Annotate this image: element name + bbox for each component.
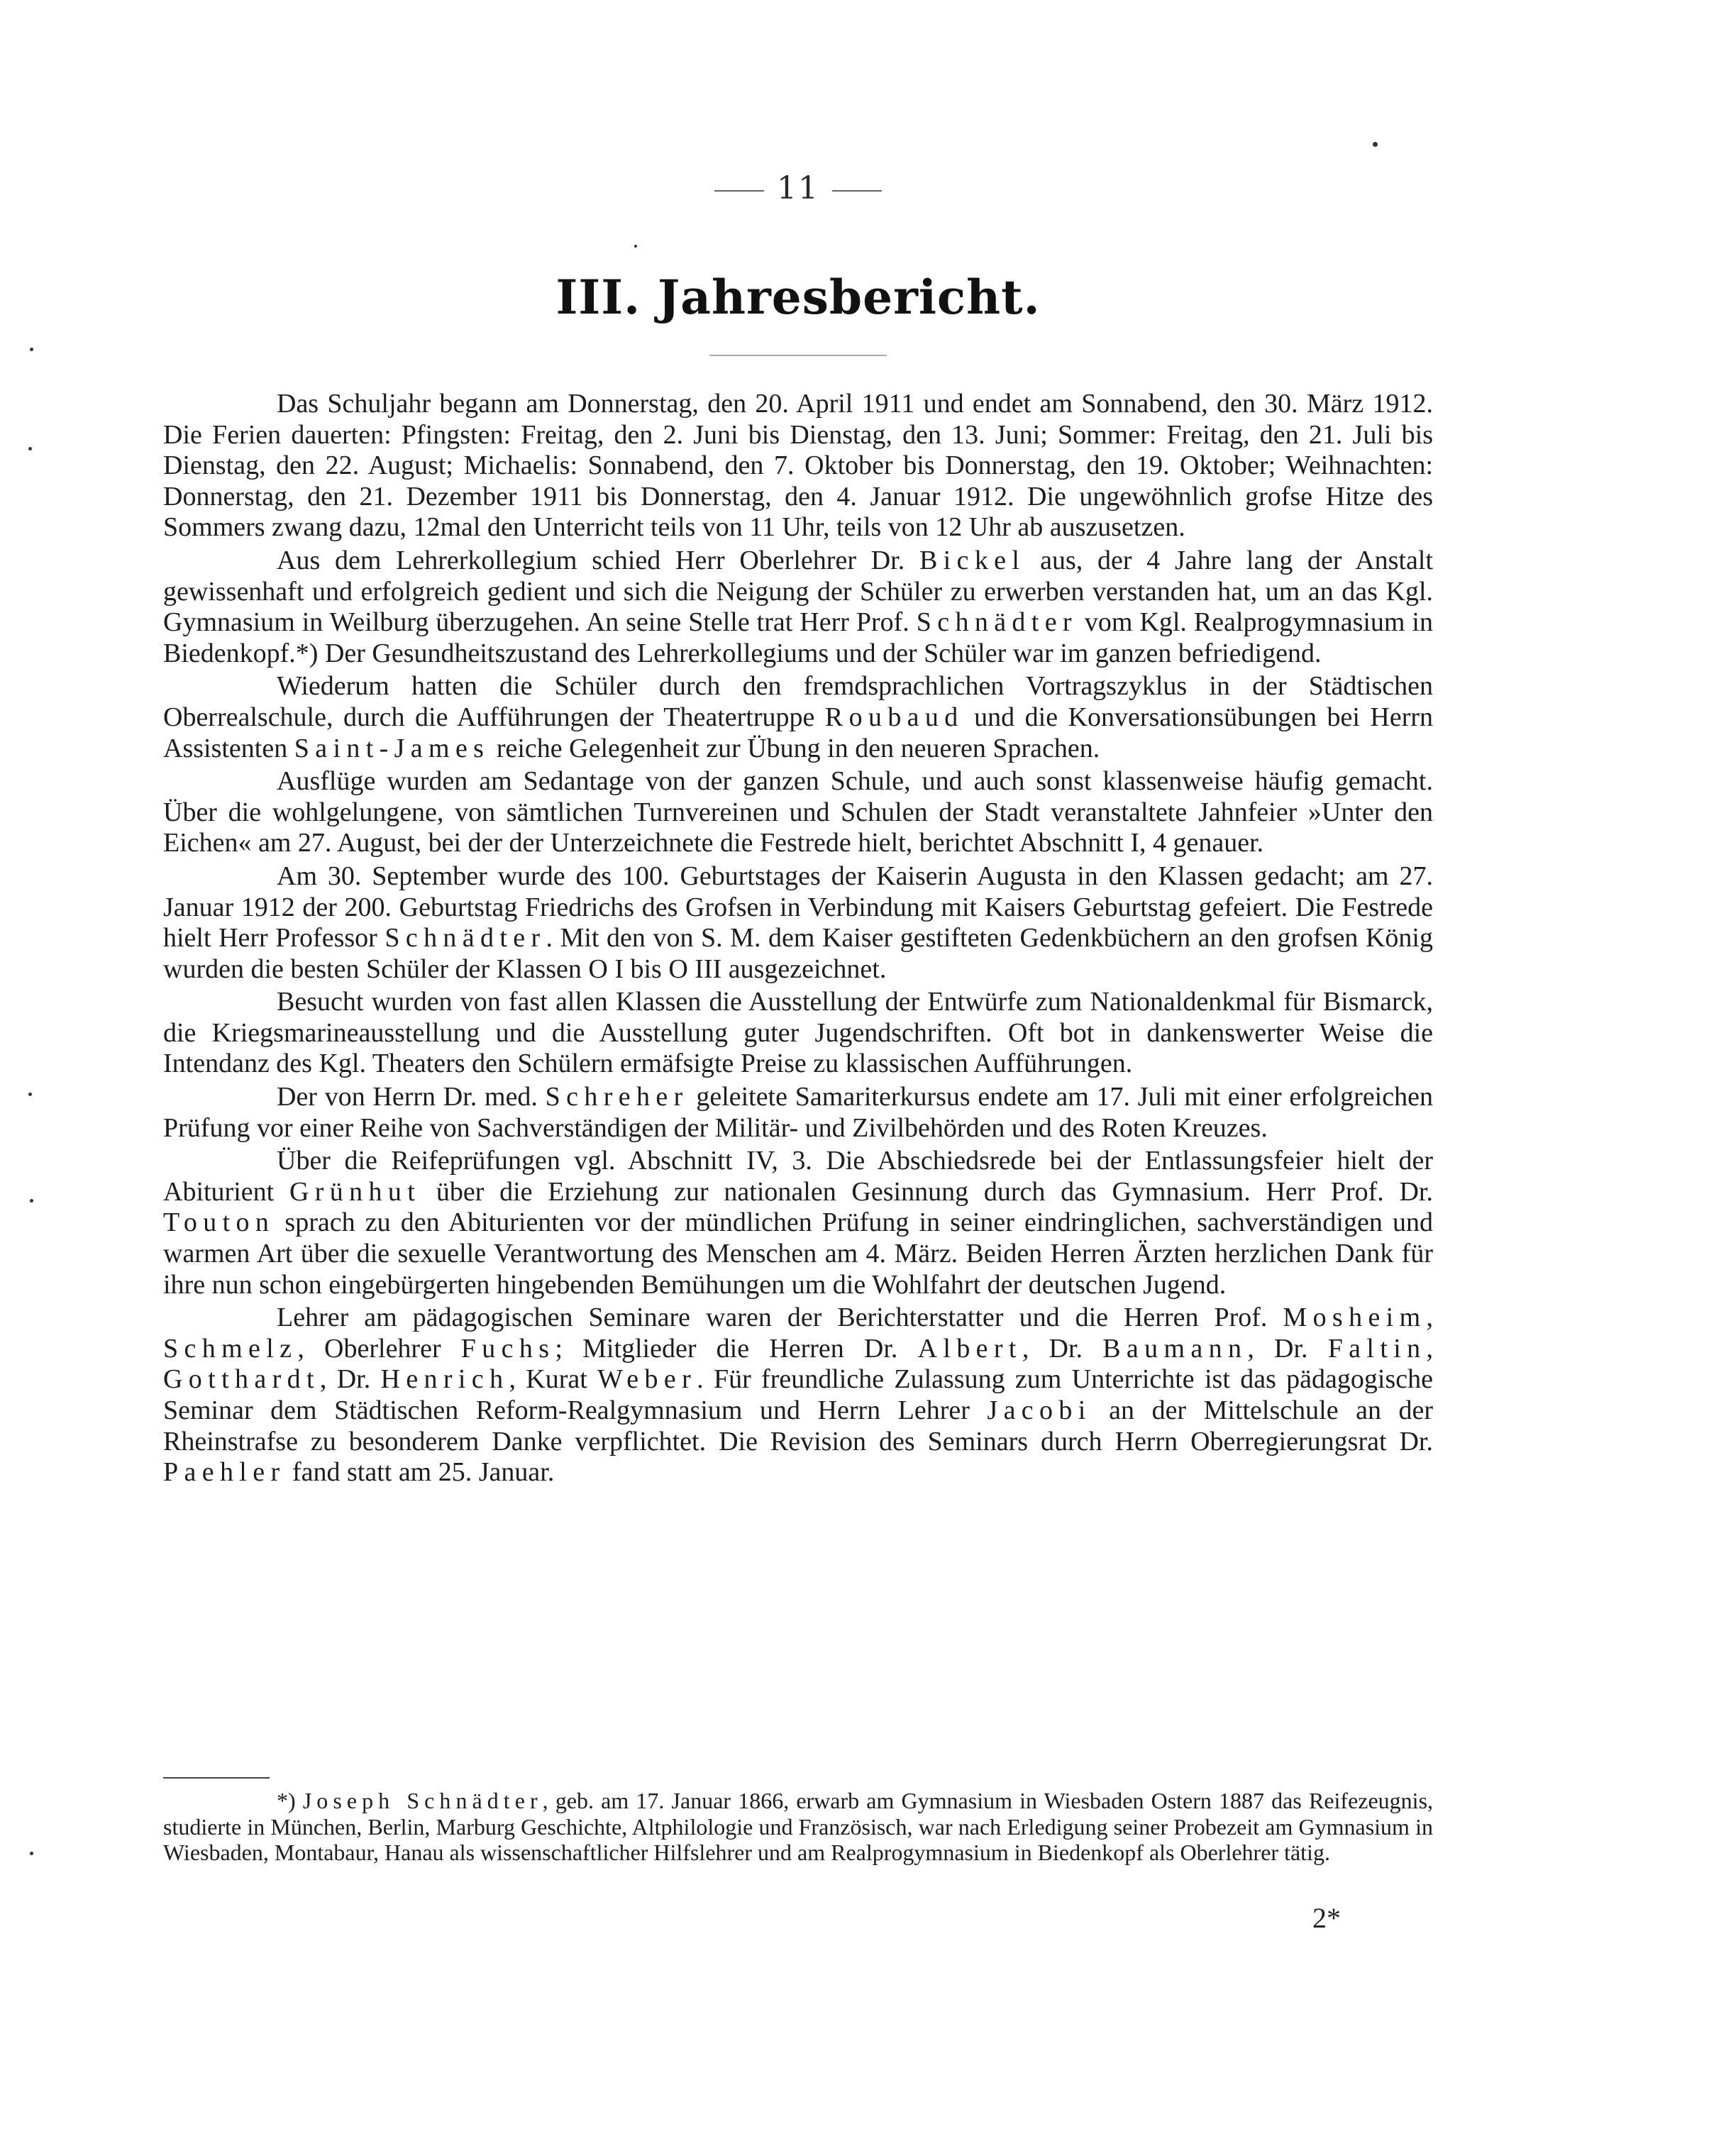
paragraph: Wiederum hatten die Schüler durch den fremdsprachlichen Vortragszyklus in der Städtischen Oberrealschule, durch die Aufführungen der Theatertruppe Roubaud und die Konversationsübungen bei Herrn Assistenten Saint-James reiche Gelegenheit zur Übung in den neueren Sprachen. xyxy=(163,671,1433,763)
scan-speck xyxy=(30,348,33,351)
spaced-name: Mosheim xyxy=(1283,1303,1427,1333)
footnote-divider xyxy=(163,1777,270,1779)
spaced-name: Faltin xyxy=(1327,1333,1427,1364)
paragraph: Das Schuljahr begann am Donnerstag, den 20. April 1911 und endet am Sonnabend, den 30. März 1912. Die Ferien dauerten: Pfingsten: Freitag, den 2. Juni bis Dienstag, den 13. Juni; Sommer: Freitag, den 21. Juli bis Dienstag, den 22. August; Michaelis: Sonnabend, den 7. Oktober bis Donnerstag, den 19. Oktober; Weihnachten: Donnerstag, den 21. Dezember 1911 bis Donnerstag, den 4. Januar 1912. Die ungewöhnlich grofse Hitze des Sommers zwang dazu, 12mal den Unterricht teils von 11 Uhr, teils von 12 Uhr ab auszusetzen. xyxy=(163,389,1433,543)
spaced-name: Grünhut xyxy=(289,1176,421,1207)
scan-speck xyxy=(28,1093,32,1096)
scan-speck xyxy=(1373,142,1378,147)
spaced-name: Fuchs xyxy=(460,1333,555,1364)
report-body xyxy=(163,389,1433,1491)
spaced-name: Schmelz xyxy=(163,1333,298,1364)
spaced-name: Roubaud xyxy=(824,702,964,732)
footnote: *) Joseph Schnädter, geb. am 17. Januar 1866, erwarb am Gymnasium in Wiesbaden Ostern 1887 das Reifezeugnis, studierte in München, Berlin, Marburg Geschichte, Altphilologie und Französisch, war nach Erledigung seiner Probezeit am Gymnasium in Wiesbaden, Montabaur, Hanau als wissenschaftlicher Hilfslehrer und am Realprogymnasium in Biedenkopf als Oberlehrer tätig. xyxy=(163,1788,1434,1865)
scan-speck xyxy=(30,1852,33,1855)
dash-right xyxy=(832,190,882,192)
scan-speck xyxy=(28,447,32,450)
spaced-name: Henrich xyxy=(380,1364,509,1395)
spaced-name: Baumann xyxy=(1102,1333,1248,1364)
paragraph: Aus dem Lehrerkollegium schied Herr Oberlehrer Dr. Bickel aus, der 4 Jahre lang der Anstalt gewissenhaft und erfolgreich gedient und sich die Neigung der Schüler zu erwerben verstanden hat, um an das Kgl. Gymnasium in Weilburg überzugehen. An seine Stelle trat Herr Prof. Schnädter vom Kgl. Realprogymnasium in Biedenkopf.*) Der Gesundheitszustand des Lehrerkollegiums und der Schüler war im ganzen befriedigend. xyxy=(163,545,1433,668)
page-number-line xyxy=(0,170,1596,206)
spaced-name: Albert xyxy=(917,1333,1022,1364)
paragraph: Besucht wurden von fast allen Klassen die Ausstellung der Entwürfe zum Nationaldenkmal für Bismarck, die Kriegsmarineausstellung und die Ausstellung guter Jugendschriften. Oft bot in dankenswerter Weise die Intendanz des Kgl. Theaters den Schülern ermäfsigte Preise zu klassischen Aufführungen. xyxy=(163,987,1433,1079)
paragraph: Ausflüge wurden am Sedantage von der ganzen Schule, und auch sonst klassenweise häufig gemacht. Über die wohlgelungene, von sämtlichen Turnvereinen und Schulen der Stadt veranstaltete Jahnfeier »Unter den Eichen« am 27. August, bei der der Unterzeichnete die Festrede hielt, berichtet Abschnitt I, 4 genauer. xyxy=(163,766,1433,858)
spaced-name: Weber xyxy=(597,1364,697,1395)
spaced-name: Touton xyxy=(163,1207,275,1238)
spaced-name: Joseph Schnädter xyxy=(302,1788,543,1813)
footnotes xyxy=(163,1788,1433,1866)
title-divider xyxy=(709,355,887,356)
spaced-name: Jacobi xyxy=(987,1395,1092,1425)
paragraph: Über die Reifeprüfungen vgl. Abschnitt IV, 3. Die Abschiedsrede bei der Entlassungsfeier hielt der Abiturient Grünhut über die Erziehung zur nationalen Gesinnung durch das Gymnasium. Herr Prof. Dr. Touton sprach zu den Abiturienten vor der mündlichen Prüfung in seiner eindringlichen, sachverständigen und warmen Art über die sexuelle Verantwortung des Menschen am 4. März. Beiden Herren Ärzten herzlichen Dank für ihre nun schon eingebürgerten hingebenden Bemühungen um die Wohlfahrt der deutschen Jugend. xyxy=(163,1146,1433,1300)
page-number: 11 xyxy=(777,170,819,206)
scan-speck xyxy=(30,1199,33,1203)
spaced-name: Bickel xyxy=(919,545,1026,575)
spaced-name: Paehler xyxy=(163,1457,286,1488)
spaced-name: Gotthardt xyxy=(163,1364,320,1395)
dash-left xyxy=(714,190,764,192)
spaced-name: Schnädter xyxy=(916,607,1078,638)
spaced-name: Saint-James xyxy=(294,733,490,763)
scan-speck xyxy=(634,245,637,248)
section-title: III. Jahresbericht. xyxy=(555,270,1041,325)
paragraph: Lehrer am pädagogischen Seminare waren der Berichterstatter und die Herren Prof. Mosheim, Schmelz, Oberlehrer Fuchs; Mitglieder die Herren Dr. Albert, Dr. Baumann, Dr. Faltin, Gotthardt, Dr. Henrich, Kurat Weber. Für freundliche Zulassung zum Unterrichte ist das pädagogische Seminar dem Städtischen Reform-Realgymnasium und Herrn Lehrer Jacobi an der Mittelschule an der Rheinstrafse zu besonderem Danke verpflichtet. Die Revision des Seminars durch Herrn Oberregierungsrat Dr. Paehler fand statt am 25. Januar. xyxy=(163,1303,1434,1488)
spaced-name: Schnädter xyxy=(385,923,546,953)
paragraph: Der von Herrn Dr. med. Schreher geleitete Samariterkursus endete am 17. Juli mit einer erfolgreichen Prüfung vor einer Reihe von Sachverständigen der Militär- und Zivilbehörden und des Roten Kreuzes. xyxy=(163,1082,1433,1143)
paragraph: Am 30. September wurde des 100. Geburtstages der Kaiserin Augusta in den Klassen gedacht; am 27. Januar 1912 der 200. Geburtstag Friedrichs des Grofsen in Verbindung mit Kaisers Geburtstag gefeiert. Die Festrede hielt Herr Professor Schnädter. Mit den von S. M. dem Kaiser gestifteten Gedenkbüchern an den grofsen König wurden die besten Schüler der Klassen O I bis O III ausgezeichnet. xyxy=(163,861,1433,984)
spaced-name: Schreher xyxy=(545,1082,689,1112)
signature-mark: 2* xyxy=(1312,1902,1341,1934)
